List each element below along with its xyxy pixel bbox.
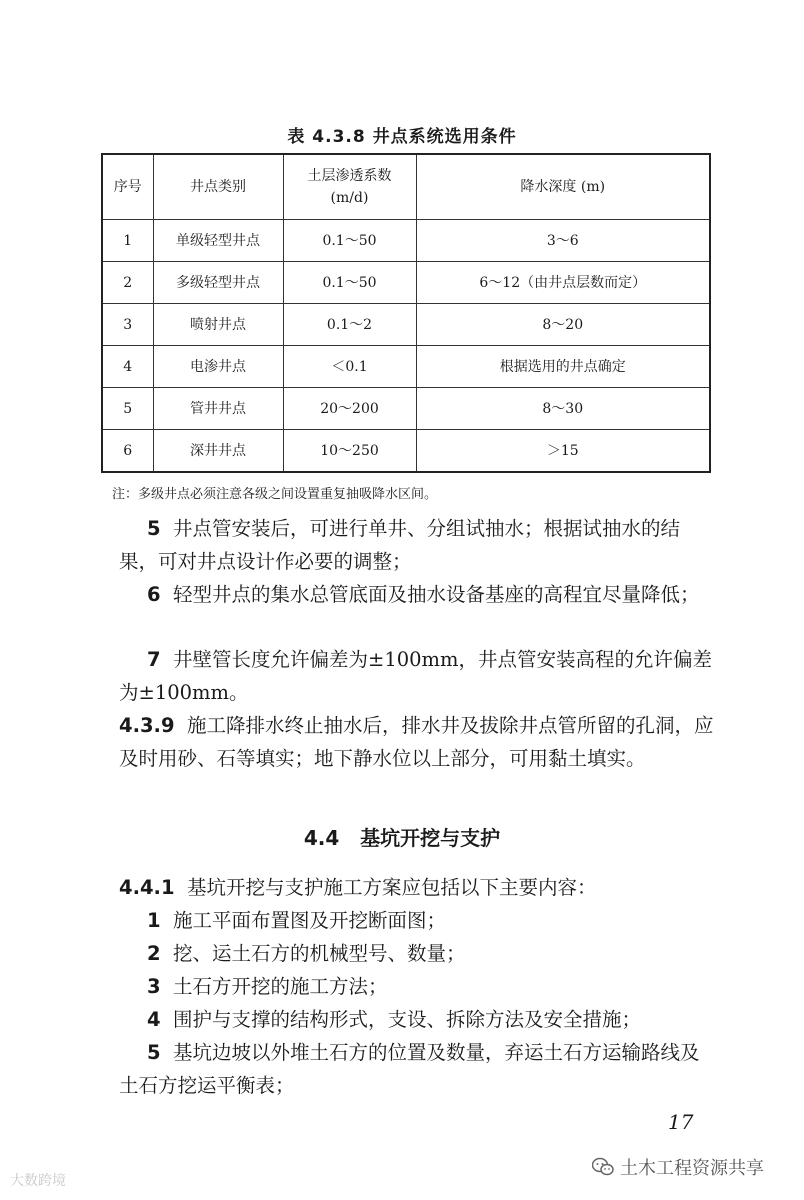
table-header-row	[102, 154, 710, 220]
well-point-table	[101, 153, 711, 473]
cell-permeability: 0.1～2	[283, 304, 416, 346]
cell-permeability: ＜0.1	[283, 346, 416, 388]
header-permeability-unit: (m/d)	[330, 190, 369, 206]
header-depth: 降水深度 (m)	[416, 154, 710, 220]
cell-depth: 8～30	[416, 388, 710, 430]
list-item	[119, 1003, 714, 1036]
item-text: 土石方开挖的施工方法；	[172, 975, 388, 998]
clause-number: 7	[147, 648, 161, 671]
list-item	[119, 937, 714, 970]
cell-depth: 8～20	[416, 304, 710, 346]
clause-item-6	[119, 578, 714, 611]
cell-index: 3	[102, 304, 153, 346]
cell-permeability: 0.1～50	[283, 262, 416, 304]
page-number: 17	[668, 1110, 694, 1134]
cell-depth: 根据选用的井点确定	[416, 346, 710, 388]
table-row	[102, 220, 710, 262]
header-permeability-label: 土层渗透系数	[307, 168, 392, 184]
table-row	[102, 346, 710, 388]
item-text: 围护与支撑的结构形式，支设、拆除方法及安全措施；	[172, 1008, 641, 1031]
clause-text: 井点管安装后，可进行单井、分组试抽水；根据试抽水的结果，可对井点设计作必要的调整；	[119, 517, 680, 573]
list-item	[119, 904, 714, 937]
watermark-left	[10, 1170, 66, 1190]
wechat-icon	[592, 1157, 614, 1177]
cell-type: 管井井点	[153, 388, 283, 430]
section-title: 基坑开挖与支护	[360, 826, 501, 850]
cell-permeability: 20～200	[283, 388, 416, 430]
item-text: 施工平面布置图及开挖断面图；	[172, 909, 446, 932]
table-row	[102, 430, 710, 473]
item-number: 2	[147, 942, 161, 965]
cell-permeability: 10～250	[283, 430, 416, 473]
clause-number: 5	[147, 517, 161, 540]
item-number: 3	[147, 975, 161, 998]
item-text: 挖、运土石方的机械型号、数量；	[172, 942, 466, 965]
clause-number: 6	[147, 583, 161, 606]
cell-index: 1	[102, 220, 153, 262]
watermark-right-text: 土木工程资源共享	[620, 1158, 764, 1179]
cell-depth: 3～6	[416, 220, 710, 262]
watermark-right	[592, 1154, 764, 1180]
item-number: 1	[147, 909, 161, 932]
header-permeability	[283, 154, 416, 220]
clause-item-5	[119, 512, 714, 578]
table-title: 表 4.3.8 井点系统选用条件	[287, 127, 517, 147]
list-item	[119, 1036, 714, 1102]
header-type: 井点类别	[153, 154, 283, 220]
table-note: 注：多级井点必须注意各级之间设置重复抽吸降水区间。	[112, 487, 438, 502]
section-heading	[0, 822, 804, 851]
cell-depth: ＞15	[416, 430, 710, 473]
clause-item-7	[119, 643, 714, 709]
item-number: 5	[147, 1041, 161, 1064]
cell-index: 4	[102, 346, 153, 388]
clause-number: 4.4.1	[119, 876, 175, 899]
cell-permeability: 0.1～50	[283, 220, 416, 262]
clause-text: 基坑开挖与支护施工方案应包括以下主要内容：	[186, 876, 597, 899]
cell-type: 电渗井点	[153, 346, 283, 388]
cell-index: 5	[102, 388, 153, 430]
clause-4-3-9	[119, 709, 714, 775]
cell-depth: 6～12（由井点层数而定）	[416, 262, 710, 304]
table-row	[102, 388, 710, 430]
header-index: 序号	[102, 154, 153, 220]
cell-type: 多级轻型井点	[153, 262, 283, 304]
clause-4-4-1	[119, 871, 714, 904]
item-number: 4	[147, 1008, 161, 1031]
item-text: 基坑边坡以外堆土石方的位置及数量，弃运土石方运输路线及土石方挖运平衡表；	[119, 1041, 700, 1097]
clause-text: 施工降排水终止抽水后，排水井及拔除井点管所留的孔洞，应及时用砂、石等填实；地下静水位以上部分，可用黏土填实。	[119, 714, 714, 770]
cell-type: 喷射井点	[153, 304, 283, 346]
section-number: 4.4	[303, 826, 340, 850]
clause-text: 井壁管长度允许偏差为±100mm，井点管安装高程的允许偏差为±100mm。	[119, 648, 713, 704]
cell-index: 6	[102, 430, 153, 473]
cell-index: 2	[102, 262, 153, 304]
list-item	[119, 970, 714, 1003]
watermark-left-text: 大数跨境	[10, 1173, 66, 1189]
cell-type: 深井井点	[153, 430, 283, 473]
table-row	[102, 262, 710, 304]
table-row	[102, 304, 710, 346]
clause-text: 轻型井点的集水总管底面及抽水设备基座的高程宜尽量降低；	[172, 583, 700, 606]
clause-number: 4.3.9	[119, 714, 175, 737]
cell-type: 单级轻型井点	[153, 220, 283, 262]
